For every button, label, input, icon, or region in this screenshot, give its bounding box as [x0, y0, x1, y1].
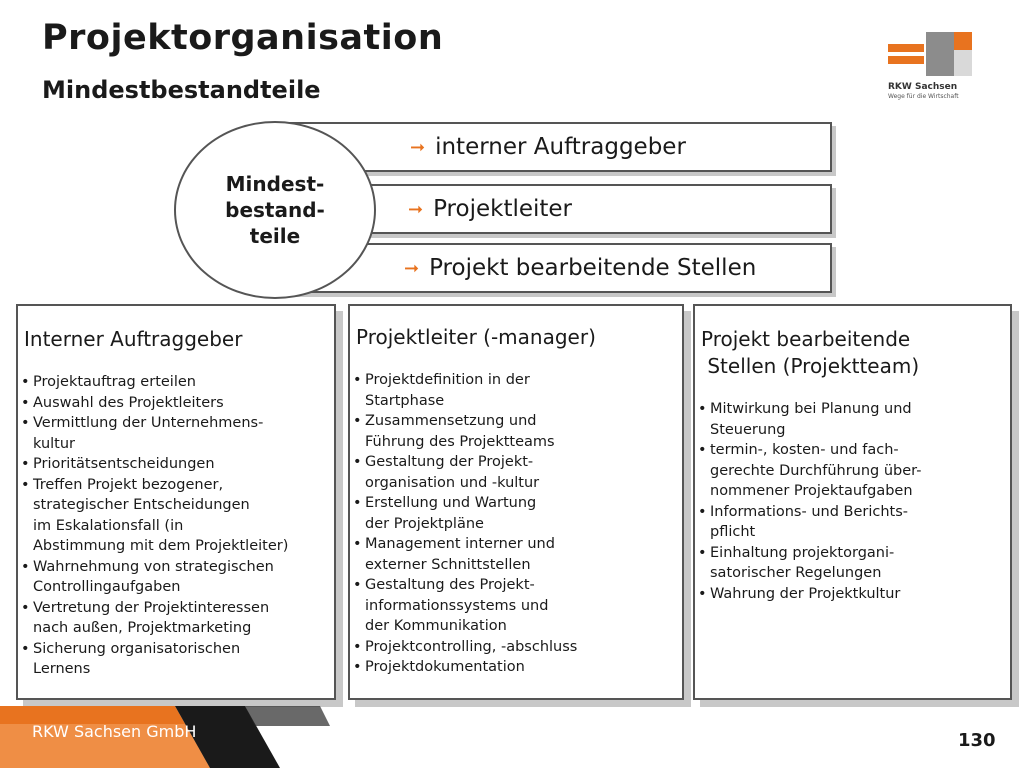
box-heading: Projektleiter (-manager)	[356, 325, 596, 349]
list-item: • Einhaltung projektorgani- satorischer Regelungen	[695, 543, 1008, 584]
footer-company: RKW Sachsen GmbH	[32, 722, 197, 741]
list-item: • Vermittlung der Unternehmens- kultur	[18, 413, 332, 454]
list-item: • Gestaltung des Projekt- informationssystems und der Kommunikation	[350, 575, 680, 637]
box-projektleiter	[348, 304, 684, 700]
category-label: Projekt bearbeitende Stellen	[429, 255, 757, 281]
list-item: • Wahrnehmung von strategischen Controllingaufgaben	[18, 557, 332, 598]
page-title: Projektorganisation	[42, 18, 444, 58]
list-item: • Gestaltung der Projekt- organisation und -kultur	[350, 452, 680, 493]
list-item: • Prioritätsentscheidungen	[18, 454, 332, 475]
list-item: • termin-, kosten- und fach- gerechte Durchführung über- nommener Projektaufgaben	[695, 440, 1008, 502]
box-projektteam	[693, 304, 1012, 700]
box-auftraggeber	[16, 304, 336, 700]
list-item: • Mitwirkung bei Planung und Steuerung	[695, 399, 1008, 440]
list-item: • Zusammensetzung und Führung des Projektteams	[350, 411, 680, 452]
arrow-right-icon: ➞	[410, 136, 426, 158]
list-item: • Vertretung der Projektinteressen nach außen, Projektmarketing	[18, 598, 332, 639]
list-item: • Informations- und Berichts- pflicht	[695, 502, 1008, 543]
arrow-right-icon: ➞	[404, 257, 420, 279]
list-item: • Auswahl des Projektleiters	[18, 393, 332, 414]
box-heading: Projekt bearbeitende Stellen (Projektteam)	[701, 327, 920, 378]
center-line: Mindest-	[225, 172, 325, 196]
rkw-logo	[886, 30, 976, 102]
arrow-right-icon: ➞	[408, 198, 424, 220]
category-label: interner Auftraggeber	[435, 134, 686, 160]
list-item: • Projektcontrolling, -abschluss	[350, 637, 680, 658]
logo-tagline: Wege für die Wirtschaft	[888, 93, 959, 100]
list-item: • Erstellung und Wartung der Projektpläne	[350, 493, 680, 534]
logo-block-dark	[926, 32, 954, 76]
center-line: bestand-	[225, 198, 325, 222]
page-number: 130	[958, 730, 996, 751]
logo-name: RKW Sachsen	[888, 82, 958, 92]
page-subtitle: Mindestbestandteile	[42, 76, 321, 104]
bullet-list	[350, 370, 680, 678]
bullet-list	[18, 372, 332, 680]
logo-square-orange	[954, 32, 972, 50]
list-item: • Projektdefinition in der Startphase	[350, 370, 680, 411]
footer-dark-shade	[245, 706, 330, 726]
list-item: • Projektdokumentation	[350, 657, 680, 678]
logo-stripe	[888, 44, 924, 52]
category-label: Projektleiter	[433, 196, 573, 222]
list-item: • Sicherung organisatorischen Lernens	[18, 639, 332, 680]
box-heading: Interner Auftraggeber	[24, 327, 243, 351]
list-item: • Wahrung der Projektkultur	[695, 584, 1008, 605]
list-item: • Projektauftrag erteilen	[18, 372, 332, 393]
logo-stripe	[888, 56, 924, 64]
center-line: teile	[249, 224, 301, 248]
list-item: • Treffen Projekt bezogener, strategischer Entscheidungen im Eskalationsfall (in Abstimmung mit dem Projektleiter)	[18, 475, 332, 557]
center-circle	[174, 121, 376, 299]
bullet-list	[695, 399, 1008, 604]
list-item: • Management interner und externer Schnittstellen	[350, 534, 680, 575]
